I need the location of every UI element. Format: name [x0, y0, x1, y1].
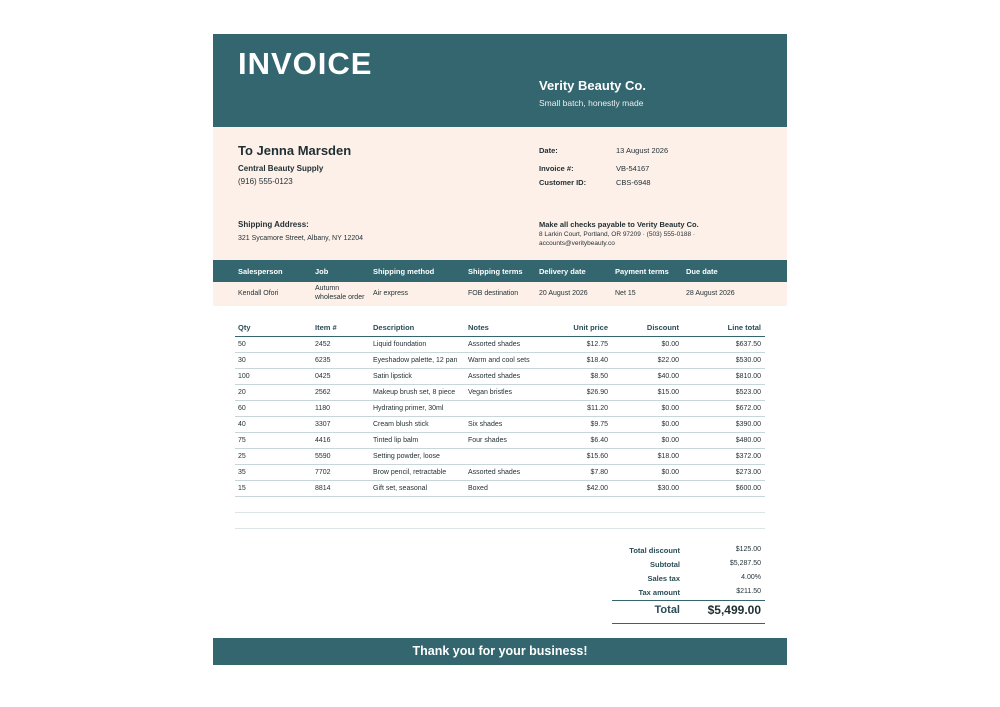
description-cell: Cream blush stick	[373, 421, 429, 428]
tax-amount-label: Tax amount	[638, 588, 680, 597]
subtotal-label: Subtotal	[650, 560, 680, 569]
table-row	[235, 449, 765, 465]
blank-row	[235, 497, 765, 513]
table-row	[235, 337, 765, 353]
discount-cell: $0.00	[661, 469, 679, 476]
description-header: Description	[373, 323, 415, 332]
discount-cell: $0.00	[661, 405, 679, 412]
item-number-cell: 7702	[315, 469, 331, 476]
invoice-header	[213, 34, 787, 127]
customer-id-value: CBS-6948	[616, 178, 651, 187]
company-tagline: Small batch, honestly made	[539, 98, 644, 108]
payable-address: 8 Larkin Court, Portland, OR 97209 · (503) 555-0188 ·	[539, 231, 696, 238]
discount-cell: $40.00	[657, 373, 679, 380]
invoice-page	[213, 34, 787, 665]
line-total-cell: $530.00	[735, 357, 761, 364]
thank-you-message: Thank you for your business!	[412, 644, 588, 658]
item-number-cell: 2452	[315, 341, 331, 348]
description-cell: Setting powder, loose	[373, 453, 440, 460]
unit-price-cell: $7.80	[590, 469, 608, 476]
notes-header: Notes	[468, 323, 489, 332]
line-total-header: Line total	[727, 323, 761, 332]
line-total-cell: $600.00	[735, 485, 761, 492]
unit-price-cell: $6.40	[590, 437, 608, 444]
qty-cell: 60	[238, 405, 246, 412]
unit-price-header: Unit price	[573, 323, 608, 332]
payable-label: Make all checks payable to Verity Beauty Co.	[539, 220, 699, 229]
shipping-method-value: Air express	[373, 290, 409, 297]
line-total-cell: $480.00	[735, 437, 761, 444]
discount-cell: $22.00	[657, 357, 679, 364]
shipping-address: 321 Sycamore Street, Albany, NY 12204	[238, 235, 364, 242]
table-row	[235, 481, 765, 497]
total-discount-value: $125.00	[735, 546, 761, 553]
item-number-cell: 4416	[315, 437, 331, 444]
recipient-phone: (916) 555-0123	[238, 177, 293, 186]
date-label: Date:	[539, 146, 558, 155]
item-number-header: Item #	[315, 323, 337, 332]
shipping-method-header: Shipping method	[373, 267, 435, 276]
blank-row	[235, 513, 765, 529]
qty-cell: 20	[238, 389, 246, 396]
table-row	[235, 353, 765, 369]
description-cell: Makeup brush set, 8 piece	[373, 389, 456, 396]
unit-price-cell: $42.00	[586, 485, 608, 492]
description-cell: Liquid foundation	[373, 341, 427, 348]
notes-cell: Four shades	[468, 437, 507, 444]
salesperson-header: Salesperson	[238, 267, 283, 276]
job-value-line2: wholesale order	[315, 294, 365, 301]
payment-terms-value: Net 15	[615, 290, 636, 297]
delivery-date-header: Delivery date	[539, 267, 586, 276]
description-cell: Tinted lip balm	[373, 437, 419, 444]
discount-cell: $0.00	[661, 421, 679, 428]
line-total-cell: $810.00	[735, 373, 761, 380]
item-number-cell: 5590	[315, 453, 331, 460]
table-row	[235, 433, 765, 449]
unit-price-cell: $11.20	[587, 405, 608, 412]
notes-cell: Assorted shades	[468, 373, 521, 380]
qty-header: Qty	[238, 323, 251, 332]
due-date-header: Due date	[686, 267, 718, 276]
job-header: Job	[315, 267, 329, 276]
line-total-cell: $372.00	[735, 453, 761, 460]
description-cell: Brow pencil, retractable	[373, 469, 447, 476]
tax-amount-value: $211.50	[736, 588, 761, 595]
notes-cell: Warm and cool sets	[468, 357, 530, 364]
shipping-address-label: Shipping Address:	[238, 220, 309, 229]
line-total-cell: $637.50	[735, 341, 761, 348]
qty-cell: 35	[238, 469, 246, 476]
discount-cell: $18.00	[657, 453, 679, 460]
sales-tax-value: 4.00%	[741, 574, 761, 581]
unit-price-cell: $15.60	[586, 453, 608, 460]
recipient-company: Central Beauty Supply	[238, 164, 324, 173]
description-cell: Eyeshadow palette, 12 pan	[373, 357, 458, 364]
company-name: Verity Beauty Co.	[539, 78, 646, 93]
invoice-number-value: VB-54167	[616, 164, 650, 173]
description-cell: Gift set, seasonal	[373, 485, 428, 492]
totals-divider-bottom	[612, 623, 765, 624]
grand-total-value: $5,499.00	[707, 603, 761, 617]
qty-cell: 15	[238, 485, 246, 492]
item-number-cell: 6235	[315, 357, 331, 364]
notes-cell: Boxed	[468, 485, 488, 492]
qty-cell: 40	[238, 421, 246, 428]
unit-price-cell: $9.75	[590, 421, 608, 428]
date-value: 13 August 2026	[616, 146, 669, 155]
qty-cell: 25	[238, 453, 246, 460]
line-total-cell: $273.00	[735, 469, 761, 476]
shipping-terms-header: Shipping terms	[468, 267, 523, 276]
item-number-cell: 0425	[315, 373, 331, 380]
item-number-cell: 8814	[315, 485, 331, 492]
line-total-cell: $672.00	[735, 405, 761, 412]
item-number-cell: 1180	[315, 405, 331, 412]
description-cell: Hydrating primer, 30ml	[373, 405, 444, 412]
payment-terms-header: Payment terms	[615, 267, 669, 276]
discount-cell: $0.00	[661, 437, 679, 444]
payable-email: accounts@veritybeauty.co	[539, 240, 615, 247]
table-row	[235, 385, 765, 401]
discount-cell: $0.00	[661, 341, 679, 348]
delivery-date-value: 20 August 2026	[539, 290, 588, 297]
unit-price-cell: $18.40	[586, 357, 608, 364]
qty-cell: 100	[238, 373, 250, 380]
grand-total-label: Total	[654, 604, 680, 616]
table-row	[235, 401, 765, 417]
invoice-number-label: Invoice #:	[539, 164, 574, 173]
total-discount-label: Total discount	[629, 546, 680, 555]
due-date-value: 28 August 2026	[686, 290, 735, 297]
subtotal-value: $5,287.50	[729, 560, 761, 567]
notes-cell: Assorted shades	[468, 469, 521, 476]
line-total-cell: $523.00	[735, 389, 761, 396]
items-table-header	[235, 321, 765, 337]
qty-cell: 75	[238, 437, 246, 444]
discount-cell: $30.00	[657, 485, 679, 492]
table-row	[235, 369, 765, 385]
shipping-table-header	[213, 260, 787, 282]
salesperson-value: Kendall Ofori	[238, 290, 279, 297]
table-row	[235, 465, 765, 481]
item-number-cell: 3307	[315, 421, 331, 428]
unit-price-cell: $12.75	[586, 341, 608, 348]
invoice-footer	[213, 638, 787, 665]
discount-cell: $15.00	[657, 389, 679, 396]
notes-cell: Assorted shades	[468, 341, 521, 348]
sales-tax-label: Sales tax	[647, 574, 680, 583]
discount-header: Discount	[646, 323, 679, 332]
shipping-terms-value: FOB destination	[468, 290, 519, 297]
qty-cell: 30	[238, 357, 246, 364]
line-total-cell: $390.00	[735, 421, 761, 428]
invoice-info	[213, 127, 787, 260]
item-number-cell: 2562	[315, 389, 331, 396]
customer-id-label: Customer ID:	[539, 178, 587, 187]
qty-cell: 50	[238, 341, 246, 348]
table-row	[235, 417, 765, 433]
description-cell: Satin lipstick	[373, 373, 412, 380]
unit-price-cell: $26.90	[586, 389, 608, 396]
shipping-table-row	[213, 282, 787, 306]
invoice-title: INVOICE	[238, 46, 373, 81]
recipient-name: To Jenna Marsden	[238, 143, 352, 158]
totals-divider-top	[612, 600, 765, 601]
notes-cell: Six shades	[468, 421, 503, 428]
notes-cell: Vegan bristles	[468, 389, 512, 396]
job-value-line1: Autumn	[315, 285, 340, 292]
unit-price-cell: $8.50	[590, 373, 608, 380]
